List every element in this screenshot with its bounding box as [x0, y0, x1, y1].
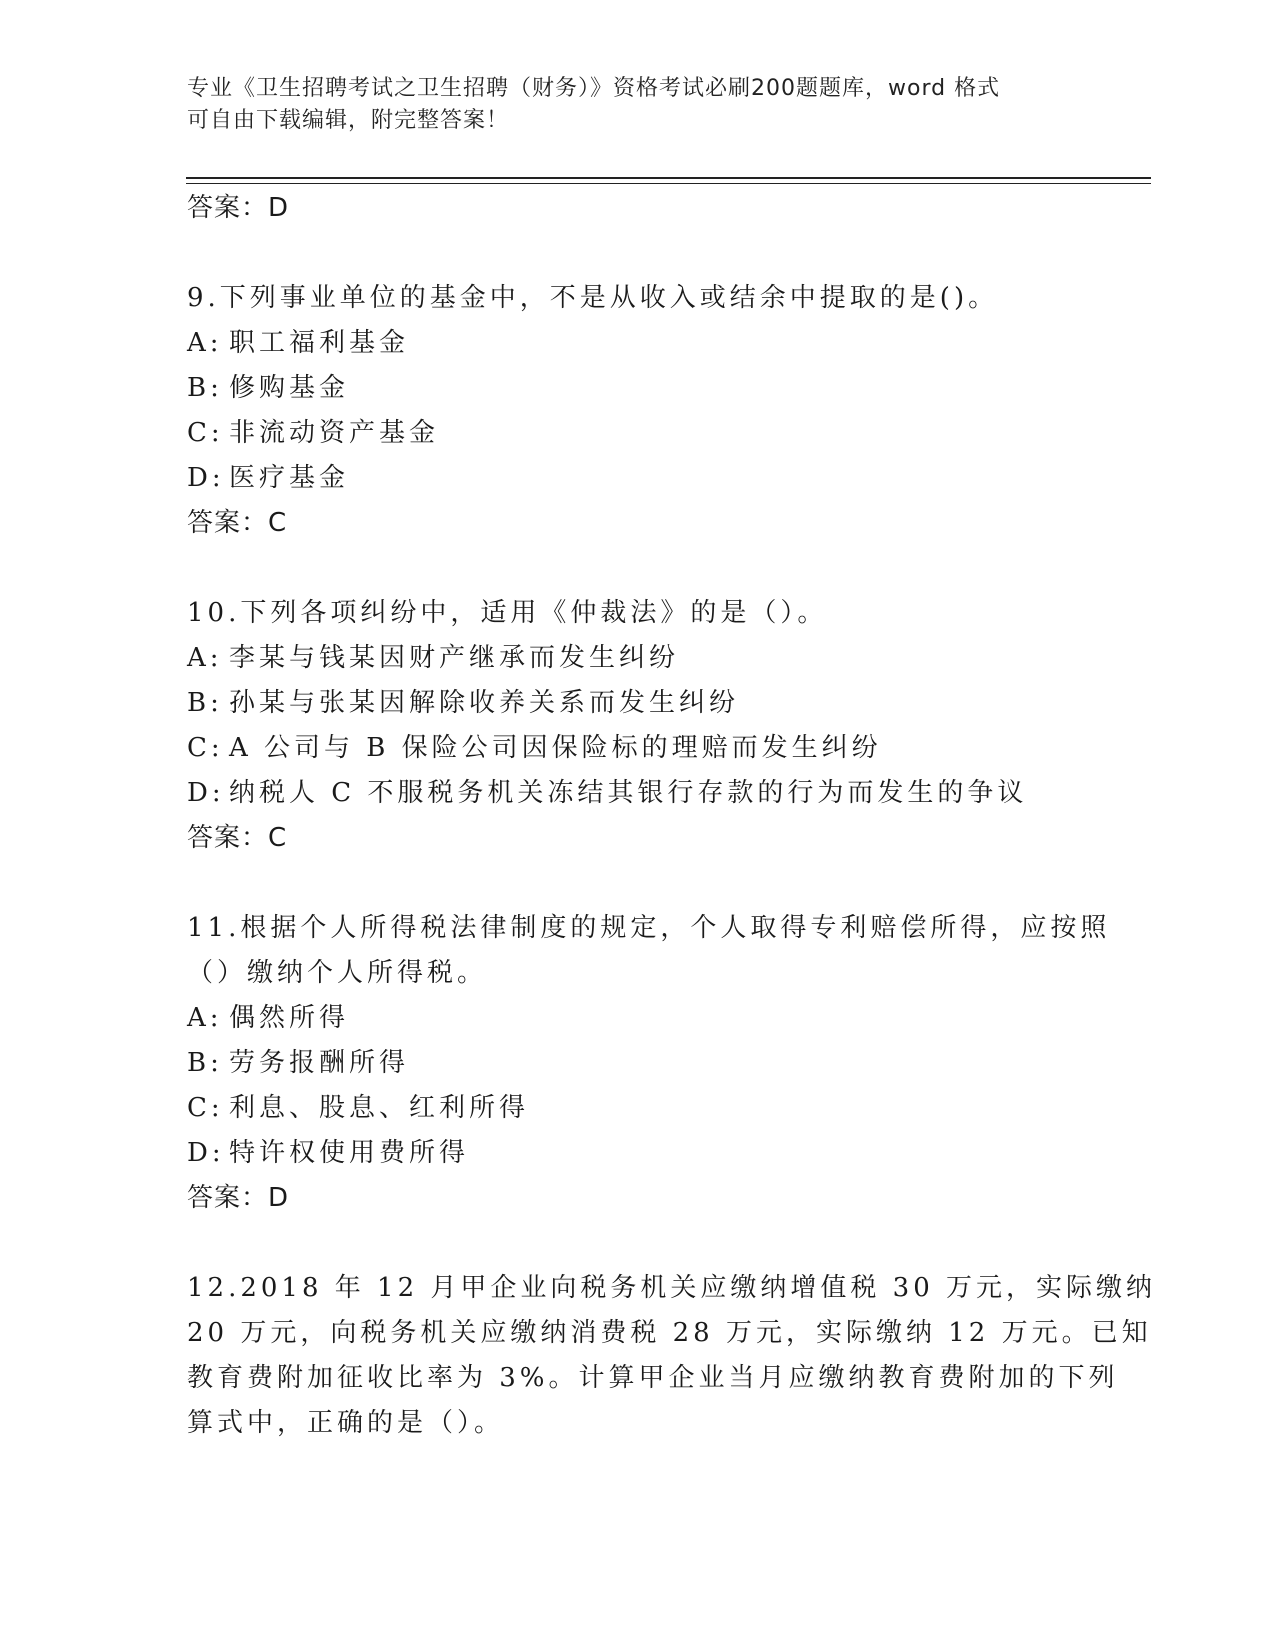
question-stem-continued: （）缴纳个人所得税。: [187, 958, 488, 988]
option-d: [187, 456, 1087, 501]
question-block: [187, 276, 1087, 546]
option-text: 医疗基金: [229, 463, 350, 493]
option-a: [187, 321, 1087, 366]
question-stem: 11.根据个人所得税法律制度的规定，个人取得专利赔偿所得，应按照: [187, 913, 1111, 943]
question-stem: 12.2018 年 12 月甲企业向税务机关应缴纳增值税 30 万元，实际缴纳: [187, 1273, 1157, 1303]
previous-answer: 答案：D: [187, 193, 290, 223]
answer-line: 答案：D: [187, 1183, 290, 1213]
spacer: [187, 1221, 1087, 1266]
option-letter: D:: [187, 778, 225, 808]
question-block: [187, 591, 1087, 861]
option-text: 职工福利基金: [229, 328, 410, 358]
option-b: [187, 366, 1087, 411]
question-stem-continued: 教育费附加征收比率为 3%。计算甲企业当月应缴纳教育费附加的下列: [187, 1363, 1119, 1393]
option-d: [187, 1131, 1087, 1176]
option-letter: C:: [187, 733, 224, 763]
option-a: [187, 636, 1087, 681]
option-b: [187, 1041, 1087, 1086]
header-line-1: 专业《卫生招聘考试之卫生招聘（财务）》资格考试必刷200题题库，word 格式: [187, 76, 1001, 101]
option-text: 利息、股息、红利所得: [229, 1093, 530, 1123]
option-letter: A:: [187, 643, 223, 673]
option-text: 偶然所得: [229, 1003, 350, 1033]
option-letter: C:: [187, 418, 224, 448]
option-c: [187, 411, 1087, 456]
spacer: [187, 546, 1087, 591]
option-letter: B:: [187, 1048, 223, 1078]
option-c: [187, 1086, 1087, 1131]
header-line-2: 可自由下载编辑，附完整答案！: [187, 108, 510, 133]
option-letter: A:: [187, 1003, 223, 1033]
spacer: [187, 231, 1087, 276]
option-text: 非流动资产基金: [229, 418, 440, 448]
option-letter: B:: [187, 373, 223, 403]
option-c: [187, 726, 1087, 771]
option-letter: D:: [187, 463, 225, 493]
option-text: A 公司与 B 保险公司因保险标的理赔而发生纠纷: [229, 733, 882, 763]
option-text: 修购基金: [229, 373, 350, 403]
question-stem: 10.下列各项纠纷中，适用《仲裁法》的是（）。: [187, 598, 828, 628]
spacer: [187, 861, 1087, 906]
option-letter: A:: [187, 328, 223, 358]
answer-line: 答案：C: [187, 508, 288, 538]
option-d: [187, 771, 1087, 816]
option-text: 劳务报酬所得: [229, 1048, 410, 1078]
option-text: 李某与钱某因财产继承而发生纠纷: [229, 643, 680, 673]
question-stem-continued: 算式中，正确的是（）。: [187, 1408, 505, 1438]
answer-line: 答案：C: [187, 823, 288, 853]
document-header: [187, 73, 1067, 137]
question-block: [187, 1266, 1157, 1446]
question-stem: 9.下列事业单位的基金中，不是从收入或结余中提取的是()。: [187, 283, 999, 313]
option-letter: C:: [187, 1093, 224, 1123]
option-letter: B:: [187, 688, 223, 718]
header-rule: [186, 177, 1151, 179]
option-text: 孙某与张某因解除收养关系而发生纠纷: [229, 688, 740, 718]
question-list: [187, 186, 1157, 1446]
question-block: [187, 906, 1111, 1221]
option-letter: D:: [187, 1138, 225, 1168]
header-rule-thin: [186, 183, 1151, 184]
option-b: [187, 681, 1087, 726]
option-a: [187, 996, 1087, 1041]
option-text: 特许权使用费所得: [229, 1138, 470, 1168]
question-stem-continued: 20 万元，向税务机关应缴纳消费税 28 万元，实际缴纳 12 万元。已知: [187, 1318, 1152, 1348]
option-text: 纳税人 C 不服税务机关冻结其银行存款的行为而发生的争议: [229, 778, 1028, 808]
